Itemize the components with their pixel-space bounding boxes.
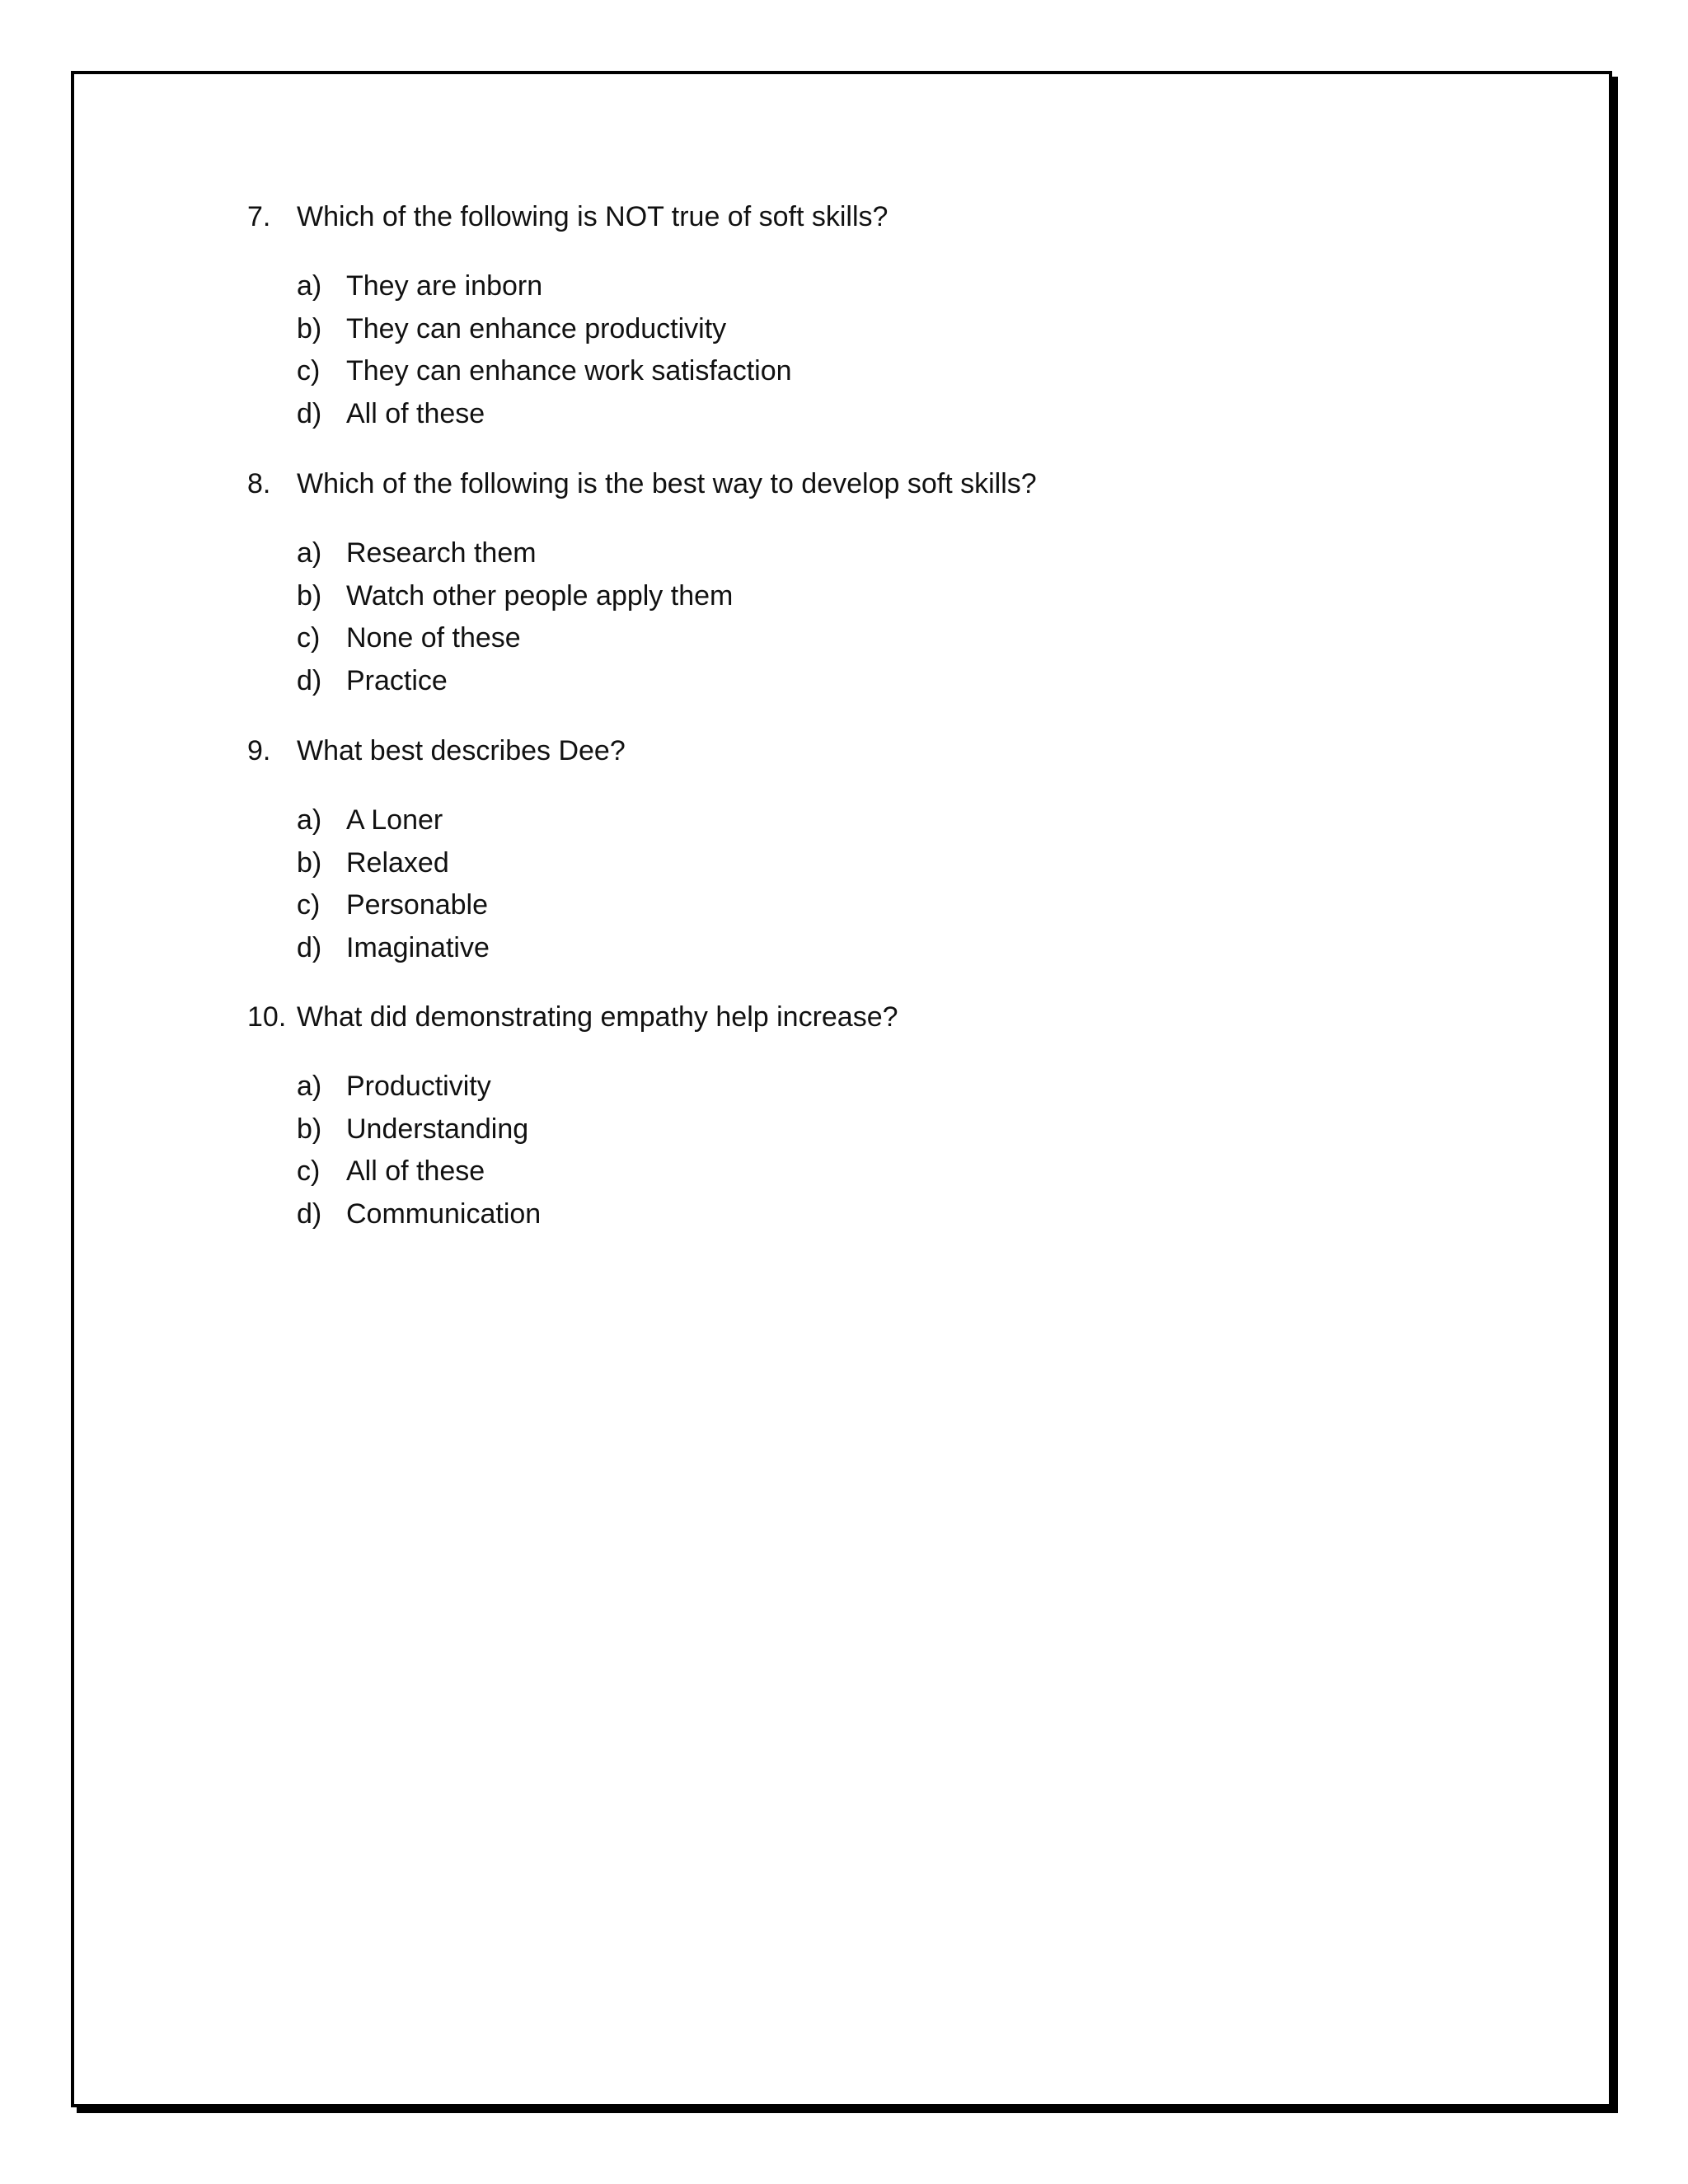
option-letter: c) [297,1155,321,1187]
option-text: Productivity [346,1071,491,1102]
option-letter: c) [297,622,321,654]
option-text: Practice [346,664,448,696]
option-letter: d) [297,664,322,696]
option-letter: a) [297,537,322,569]
option-letter: b) [297,579,322,612]
question-number: 7. [247,201,271,232]
option-text: Imaginative [346,931,490,963]
option-letter: a) [297,1071,322,1102]
option-text: A Loner [346,804,443,836]
option-text: All of these [346,397,485,429]
question-number: 9. [247,735,271,766]
question-text: Which of the following is NOT true of soft skills? [297,201,889,232]
option-text: They can enhance work satisfaction [346,355,792,387]
option-letter: d) [297,397,322,429]
option-text: Watch other people apply them [346,579,734,612]
option-text: Communication [346,1197,542,1230]
option-letter: b) [297,1113,322,1145]
option-letter: d) [297,1197,322,1230]
question-number: 10. [247,1001,287,1033]
question-text: Which of the following is the best way to develop soft skills? [297,468,1037,499]
question-number: 8. [247,468,271,499]
option-text: All of these [346,1155,485,1187]
option-text: They are inborn [346,270,543,302]
option-text: Relaxed [346,846,449,879]
option-letter: c) [297,355,321,387]
option-text: None of these [346,622,521,654]
question-text: What best describes Dee? [297,735,626,766]
option-letter: a) [297,804,322,836]
option-letter: a) [297,270,322,302]
question-text: What did demonstrating empathy help increase? [297,1001,898,1033]
option-text: Research them [346,537,537,569]
option-letter: c) [297,889,321,921]
option-letter: d) [297,931,322,963]
option-text: Understanding [346,1113,529,1145]
option-text: They can enhance productivity [346,312,727,344]
option-letter: b) [297,846,322,879]
option-text: Personable [346,889,489,921]
option-letter: b) [297,312,322,344]
